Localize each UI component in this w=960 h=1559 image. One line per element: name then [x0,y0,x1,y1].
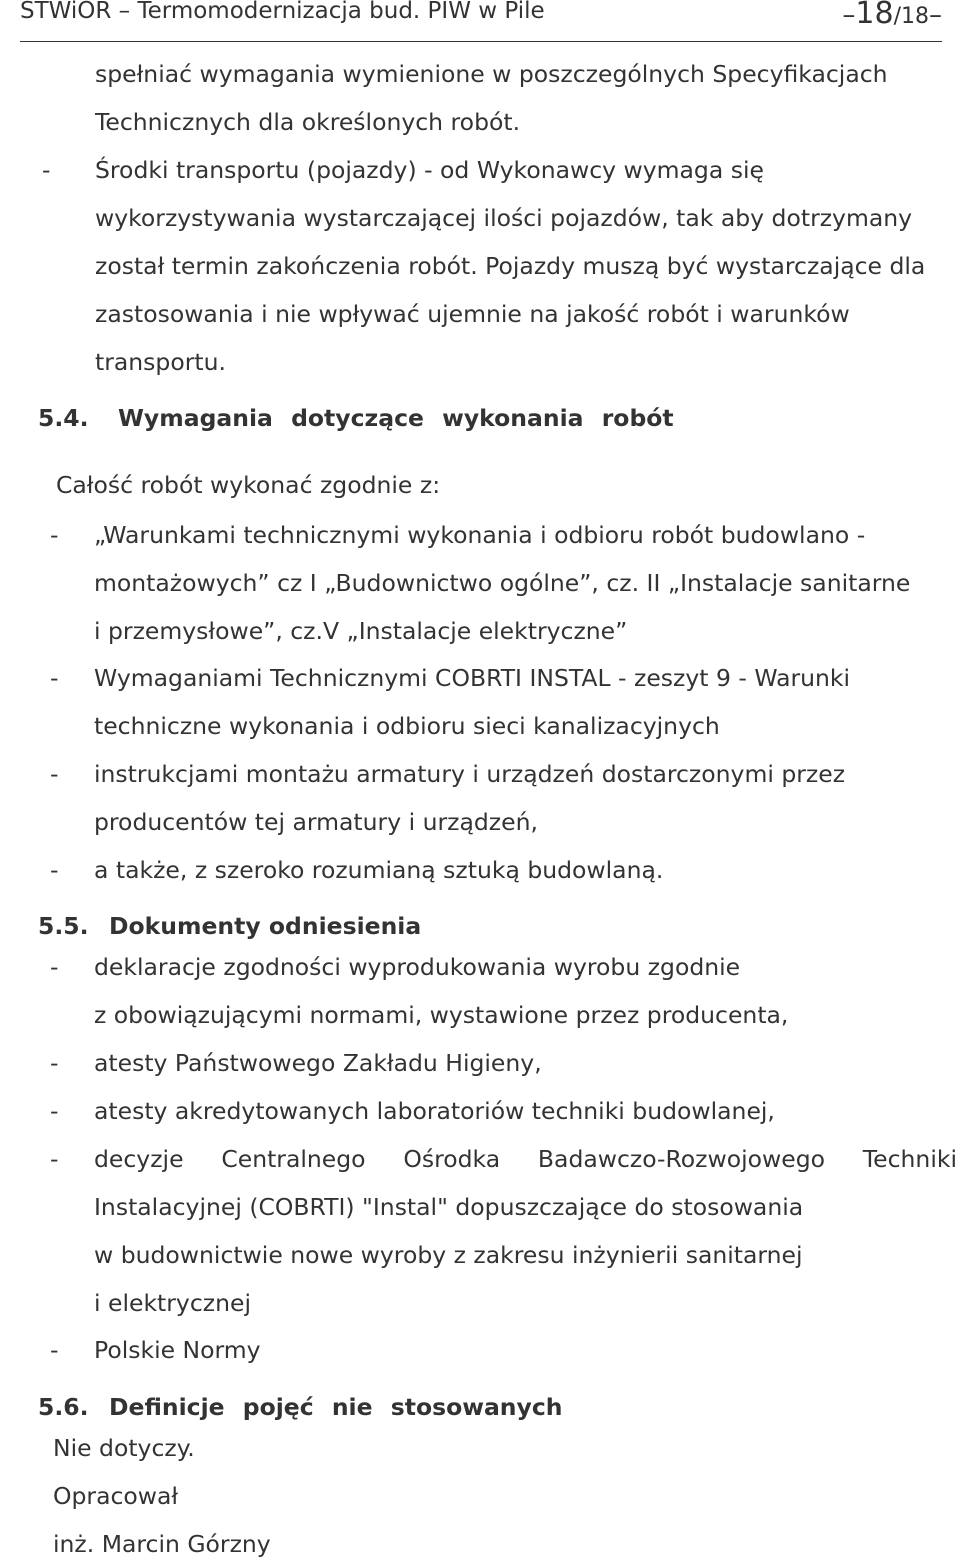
list-item-line: atesty Państwowego Zakładu Higieny, [94,1049,542,1077]
signature-label: Opracował [53,1482,179,1510]
section-intro: Całość robót wykonać zgodnie z: [56,471,441,499]
header-divider [20,41,942,42]
section-number: 5.5. [38,912,89,940]
list-item-line: producentów tej armatury i urządzeń, [94,808,538,836]
list-dash: - [50,1145,59,1173]
signature-name: inż. Marcin Górzny [53,1530,271,1558]
page-number-current: 18 [855,0,894,31]
list-item-line: Polskie Normy [94,1336,261,1364]
section-title: Definicje pojęć nie stosowanych [109,1393,563,1421]
section-heading-5-6 [38,1392,563,1422]
intro-line: spełniać wymagania wymienione w poszczególnych Specyfikacjach [95,60,888,88]
intro-line: Technicznych dla określonych robót. [95,108,521,136]
document-header-title: STWiOR – Termomodernizacja bud. PIW w Pile [20,0,545,24]
transport-line: wykorzystywania wystarczającej ilości pojazdów, tak aby dotrzymany [95,204,913,232]
page-number-total: /18 [893,4,929,29]
list-dash: - [50,1049,59,1077]
list-dash: - [50,1336,59,1364]
list-item-line: montażowych” cz I „Budownictwo ogólne”, cz. II „Instalacje sanitarne [94,569,911,597]
section-number: 5.4. [38,404,89,432]
section-body: Nie dotyczy. [53,1434,195,1462]
list-dash: - [50,760,59,788]
list-dash: - [50,664,59,692]
transport-line: Środki transportu (pojazdy) - od Wykonawcy wymaga się [95,156,764,184]
justified-line [94,1144,957,1174]
list-item-line: w budownictwie nowe wyroby z zakresu inżynierii sanitarnej [94,1241,803,1269]
word: Badawczo-Rozwojowego [537,1145,825,1173]
transport-line: transportu. [95,348,226,376]
word: Ośrodka [403,1145,501,1173]
word: decyzje [94,1145,184,1173]
list-item-line: „Warunkami technicznymi wykonania i odbioru robót budowlano - [94,521,866,549]
word: Centralnego [221,1145,366,1173]
section-title: Wymagania dotyczące wykonania robót [118,404,674,432]
section-heading-5-4 [38,403,674,433]
list-item-line: atesty akredytowanych laboratoriów techniki budowlanej, [94,1097,775,1125]
page-number [842,0,942,31]
list-dash: - [50,856,59,884]
section-title: Dokumenty odniesienia [109,912,422,940]
page-number-dash: – [842,0,856,30]
transport-line: został termin zakończenia robót. Pojazdy muszą być wystarczające dla [95,252,926,280]
list-dash: - [50,953,59,981]
list-item-line: Wymaganiami Technicznymi COBRTI INSTAL - zeszyt 9 - Warunki [94,664,851,692]
list-item-line: a także, z szeroko rozumianą sztuką budowlaną. [94,856,664,884]
list-item-line: Instalacyjnej (COBRTI) "Instal" dopuszczające do stosowania [94,1193,804,1221]
list-dash: - [42,156,51,184]
list-item-line: techniczne wykonania i odbioru sieci kanalizacyjnych [94,712,720,740]
list-item-line: i elektrycznej [94,1289,251,1317]
word: Techniki [862,1145,957,1173]
page-number-dash-end: – [929,0,942,30]
list-item-line: z obowiązującymi normami, wystawione przez producenta, [94,1001,789,1029]
transport-line: zastosowania i nie wpływać ujemnie na jakość robót i warunków [95,300,850,328]
list-item-line: instrukcjami montażu armatury i urządzeń dostarczonymi przez [94,760,846,788]
section-heading-5-5 [38,911,421,941]
list-item-line: deklaracje zgodności wyprodukowania wyrobu zgodnie [94,953,741,981]
list-item-line: i przemysłowe”, cz.V „Instalacje elektryczne” [94,617,628,645]
list-dash: - [50,1097,59,1125]
section-number: 5.6. [38,1393,89,1421]
list-dash: - [50,521,59,549]
